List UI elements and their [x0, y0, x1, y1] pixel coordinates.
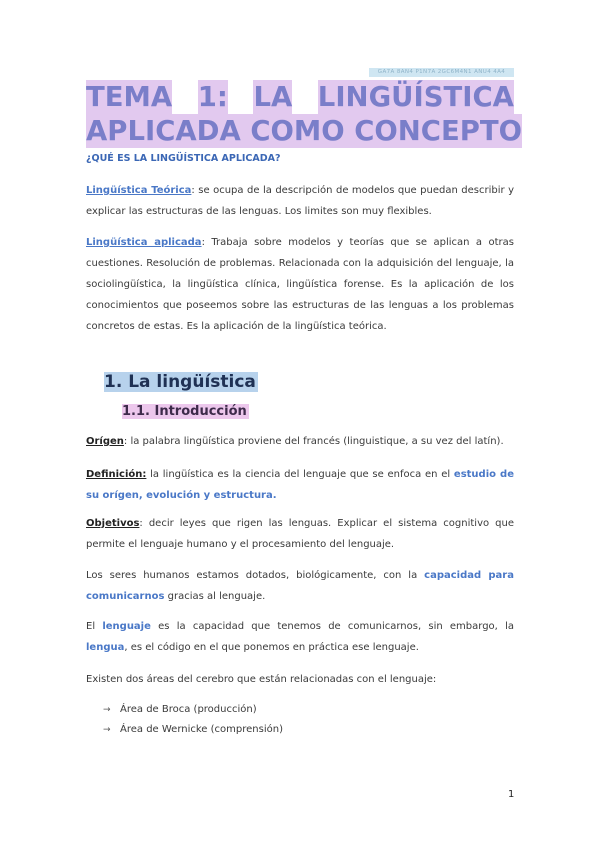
page-number: 1	[508, 789, 515, 800]
paragraph-objetivos	[86, 513, 514, 555]
paragraph-text: : la palabra lingüística proviene del francés (linguistique, a su vez del latín).	[123, 436, 504, 447]
list-item: → Área de Broca (producción)	[103, 700, 283, 720]
title-word: 1:	[197, 81, 228, 113]
title-line-2: APLICADA COMO CONCEPTO	[86, 115, 523, 147]
paragraph-areas: Existen dos áreas del cerebro que están relacionadas con el lenguaje:	[86, 674, 437, 685]
heading-1-1: 1.1. Introducción	[122, 404, 247, 419]
paragraph-definicion	[86, 464, 514, 506]
paragraph-origen	[86, 431, 514, 452]
title-word: LINGÜÍSTICA	[317, 81, 514, 113]
page-title	[86, 80, 523, 148]
paragraph-lenguaje: El lenguaje es la capacidad que tenemos de comunicarnos, sin embargo, la lengua, es el código en el que ponemos en práctica ese lenguaje.	[86, 621, 514, 653]
term-label: Objetivos	[86, 518, 140, 529]
paragraph-linguistica-aplicada	[86, 232, 514, 337]
section-subtitle: ¿QUÉ ES LA LINGÜÍSTICA APLICADA?	[86, 153, 281, 164]
paragraph-text: : Trabaja sobre modelos y teorías que se aplican a otras cuestiones. Resolución de problemas. Relacionada con la adquisición del lenguaje, la sociolingüística, la lingüística clínica, lingüística forense. Es la aplicación de los conocimientos que poseemos sobre las estructuras de las lenguas a los problemas concretos de estas. Es la aplicación de la lingüística teórica.	[86, 237, 514, 332]
paragraph-seres-humanos: Los seres humanos estamos dotados, biológicamente, con la capacidad para comunicarnos gracias al lenguaje.	[86, 570, 514, 602]
paragraph-linguistica-teorica	[86, 180, 514, 222]
arrow-right-icon: →	[103, 725, 111, 735]
header-tag: GA7A 8AN4 P1N7A 2GC6M4N1 ANU4 4A4	[369, 68, 514, 77]
title-word: TEMA	[86, 81, 173, 113]
term-link[interactable]: Lingüística aplicada	[86, 237, 202, 248]
keyword: lenguaje	[102, 621, 151, 632]
arrow-right-icon: →	[103, 705, 111, 715]
paragraph-text: : decir leyes que rigen las lenguas. Explicar el sistema cognitivo que permite el lenguaje humano y el procesamiento del lenguaje.	[86, 518, 514, 550]
heading-1: 1. La lingüística	[104, 372, 256, 392]
term-link[interactable]: Lingüística Teórica	[86, 185, 192, 196]
paragraph-text: la lingüística es la ciencia del lenguaje que se enfoca en el	[146, 469, 454, 480]
bullet-list	[103, 700, 283, 740]
term-label: Orígen	[86, 436, 124, 447]
list-item: → Área de Wernicke (comprensión)	[103, 720, 283, 740]
title-word: LA	[253, 81, 293, 113]
keyword: estudio de su orígen, evolución y estructura.	[86, 469, 514, 501]
keyword: capacidad para comunicarnos	[86, 570, 514, 602]
term-label: Definición:	[86, 469, 147, 480]
paragraph-text: : se ocupa de la descripción de modelos que puedan describir y explicar las estructuras de las lenguas. Los limites son muy flexibles.	[86, 185, 515, 217]
keyword: lengua	[86, 642, 125, 653]
